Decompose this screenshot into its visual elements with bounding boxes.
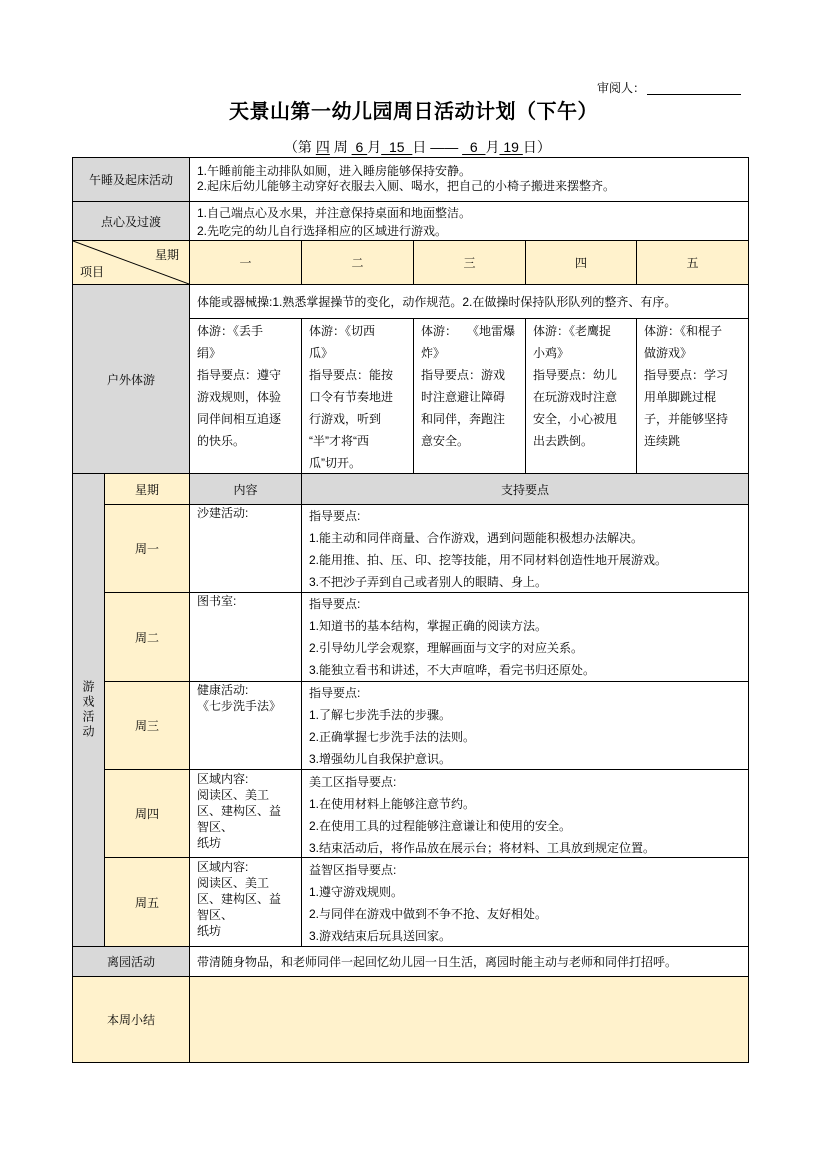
text-line: 2.先吃完的幼儿自行选择相应的区域进行游戏。 [197, 224, 448, 238]
text-line: 在玩游戏时注意 [533, 390, 618, 404]
text-line: 《七步洗手法》 [197, 699, 282, 713]
departure-label: 离园活动 [72, 946, 190, 977]
text-line: 美工区指导要点: [309, 775, 397, 789]
end-day: 19 [499, 139, 523, 155]
game-row-content [189, 769, 302, 858]
game-row-support [301, 681, 749, 770]
text-line: 益智区指导要点: [309, 863, 397, 877]
text-line: 子，并能够坚持 [644, 412, 729, 426]
text-line: 3.增强幼儿自我保护意识。 [309, 752, 452, 766]
game-header-content: 内容 [189, 473, 302, 505]
text-line: 体游：《和棍子 [644, 324, 723, 338]
day-label: 日 [412, 139, 427, 155]
text-line: 连续跳 [644, 434, 681, 448]
text-line: 3.游戏结束后玩具送回家。 [309, 929, 452, 943]
game-row-day: 周二 [104, 592, 190, 682]
text-line: 瓜》 [309, 346, 334, 360]
text-line: 瓜”切开。 [309, 456, 361, 470]
outdoor-game-tue [301, 318, 414, 474]
game-activities-label-text: 游戏活动 [81, 680, 95, 740]
text-line: 指导要点: [309, 686, 361, 700]
text-line: 纸坊 [197, 836, 222, 850]
game-row-day: 周五 [104, 857, 190, 947]
text-line: 做游戏》 [644, 346, 693, 360]
month-label-end: 月 [485, 139, 500, 155]
text-line: 体游： 《地雷爆 [421, 324, 516, 338]
text-line: 指导要点: [309, 509, 361, 523]
text-line: 1.知道书的基本结构，掌握正确的阅读方法。 [309, 619, 548, 633]
text-line: 沙建活动: [197, 506, 249, 520]
day-header-wed: 三 [413, 240, 526, 285]
item-axis-label: 项目 [80, 265, 105, 279]
text-line: 行游戏，听到 [309, 412, 382, 426]
snack-content [189, 201, 749, 241]
text-line: 2.能用推、拍、压、印、挖等技能，用不同材料创造性地开展游戏。 [309, 553, 668, 567]
text-line: 图书室: [197, 594, 237, 608]
snack-label: 点心及过渡 [72, 201, 190, 241]
game-row-content [189, 857, 302, 947]
text-line: 1.遵守游戏规则。 [309, 885, 404, 899]
start-month: 6 [351, 139, 368, 155]
reviewer [597, 79, 741, 95]
outdoor-game-fri [636, 318, 749, 474]
game-row-content [189, 504, 302, 593]
reviewer-signature-field[interactable] [647, 80, 741, 95]
game-row-support [301, 504, 749, 593]
text-line: 阅读区、美工 [197, 788, 270, 802]
text-line: “半”才将“西 [309, 434, 369, 448]
text-line: 指导要点：遵守 [197, 368, 282, 382]
outdoor-game-mon [189, 318, 302, 474]
day-header-tue: 二 [301, 240, 414, 285]
reviewer-label: 审阅人： [597, 80, 646, 95]
weekday-axis-label: 星期 [154, 248, 179, 262]
text-line: 纸坊 [197, 924, 222, 938]
text-line: 同伴间相互追逐 [197, 412, 282, 426]
game-row-content [189, 681, 302, 770]
game-row-day: 周四 [104, 769, 190, 858]
text-line: 区域内容: [197, 860, 249, 874]
text-line: 和同伴，奔跑注 [421, 412, 506, 426]
header-corner-cell [72, 240, 190, 285]
text-line: 出去跌倒。 [533, 434, 594, 448]
nap-label: 午睡及起床活动 [72, 157, 190, 202]
text-line: 指导要点：能按 [309, 368, 394, 382]
start-day: 15 [381, 139, 413, 155]
game-row-content [189, 592, 302, 682]
subtitle-open: （第 [283, 139, 316, 155]
subtitle-close: 日） [522, 139, 551, 155]
text-line: 2.在使用工具的过程能够注意谦让和使用的安全。 [309, 819, 572, 833]
text-line: 用单脚跳过棍 [644, 390, 717, 404]
page-title: 天景山第一幼儿园周日活动计划（下午） [229, 99, 598, 123]
text-line: 意安全。 [421, 434, 470, 448]
text-line: 体游：《切西 [309, 324, 376, 338]
game-row-support [301, 857, 749, 947]
text-line: 2.起床后幼儿能够主动穿好衣服去入厕、喝水，把自己的小椅子搬进来摆整齐。 [197, 179, 616, 193]
week-suffix: 周 [329, 139, 352, 155]
week-number: 四 [315, 139, 330, 155]
text-line: 1.能主动和同伴商量、合作游戏，遇到问题能积极想办法解决。 [309, 531, 644, 545]
text-line: 绢》 [197, 346, 222, 360]
text-line: 指导要点：游戏 [421, 368, 506, 382]
text-line: 2.引导幼儿学会观察，理解画面与文字的对应关系。 [309, 641, 584, 655]
text-line: 1.午睡前能主动排队如厕，进入睡房能够保持安静。 [197, 164, 472, 178]
text-line: 区域内容: [197, 772, 249, 786]
text-line: 口令有节奏地进 [309, 390, 394, 404]
text-line: 游戏规则，体验 [197, 390, 282, 404]
text-line: 智区、 [197, 820, 234, 834]
outdoor-label: 户外体游 [72, 284, 190, 474]
summary-input[interactable] [189, 976, 749, 1063]
text-line: 指导要点: [309, 597, 361, 611]
game-row-day: 周一 [104, 504, 190, 593]
text-line: 炸》 [421, 346, 446, 360]
text-line: 健康活动: [197, 683, 249, 697]
day-header-fri: 五 [636, 240, 749, 285]
date-dash: —— [426, 139, 463, 155]
game-row-support [301, 592, 749, 682]
text-line: 体游：《丢手 [197, 324, 264, 338]
text-line: 1.了解七步洗手法的步骤。 [309, 708, 452, 722]
text-line: 3.不把沙子弄到自己或者别人的眼睛、身上。 [309, 575, 548, 589]
text-line: 2.正确掌握七步洗手法的法则。 [309, 730, 476, 744]
outdoor-game-thu [525, 318, 637, 474]
end-month: 6 [462, 139, 486, 155]
text-line: 3.结束活动后，将作品放在展示台；将材料、工具放到规定位置。 [309, 841, 656, 855]
text-line: 指导要点：学习 [644, 368, 729, 382]
outdoor-game-wed [413, 318, 526, 474]
day-header-thu: 四 [525, 240, 637, 285]
text-line: 指导要点：幼儿 [533, 368, 618, 382]
text-line: 2.与同伴在游戏中做到不争不抢、友好相处。 [309, 907, 548, 921]
game-row-support [301, 769, 749, 858]
text-line: 时注意避让障碍 [421, 390, 506, 404]
month-label: 月 [367, 139, 382, 155]
game-activities-label [72, 473, 105, 947]
text-line: 阅读区、美工 [197, 876, 270, 890]
outdoor-exercise: 体能或器械操:1.熟悉掌握操节的变化，动作规范。2.在做操时保持队形队列的整齐、有序。 [189, 284, 749, 319]
text-line: 小鸡》 [533, 346, 570, 360]
game-header-weekday: 星期 [104, 473, 190, 505]
nap-content [189, 157, 749, 202]
game-header-support: 支持要点 [301, 473, 749, 505]
text-line: 智区、 [197, 908, 234, 922]
departure-content: 带清随身物品，和老师同伴一起回忆幼儿园一日生活，离园时能主动与老师和同伴打招呼。 [189, 946, 749, 977]
text-line: 1.在使用材料上能够注意节约。 [309, 797, 476, 811]
text-line: 1.自己端点心及水果，并注意保持桌面和地面整洁。 [197, 206, 472, 220]
text-line: 3.能独立看书和讲述，不大声喧哗，看完书归还原处。 [309, 663, 596, 677]
game-row-day: 周三 [104, 681, 190, 770]
text-line: 安全，小心被甩 [533, 412, 618, 426]
text-line: 体游：《老鹰捉 [533, 324, 612, 338]
text-line: 的快乐。 [197, 434, 246, 448]
day-header-mon: 一 [189, 240, 302, 285]
text-line: 区、建构区、益 [197, 804, 282, 818]
text-line: 区、建构区、益 [197, 892, 282, 906]
summary-label: 本周小结 [72, 976, 190, 1063]
